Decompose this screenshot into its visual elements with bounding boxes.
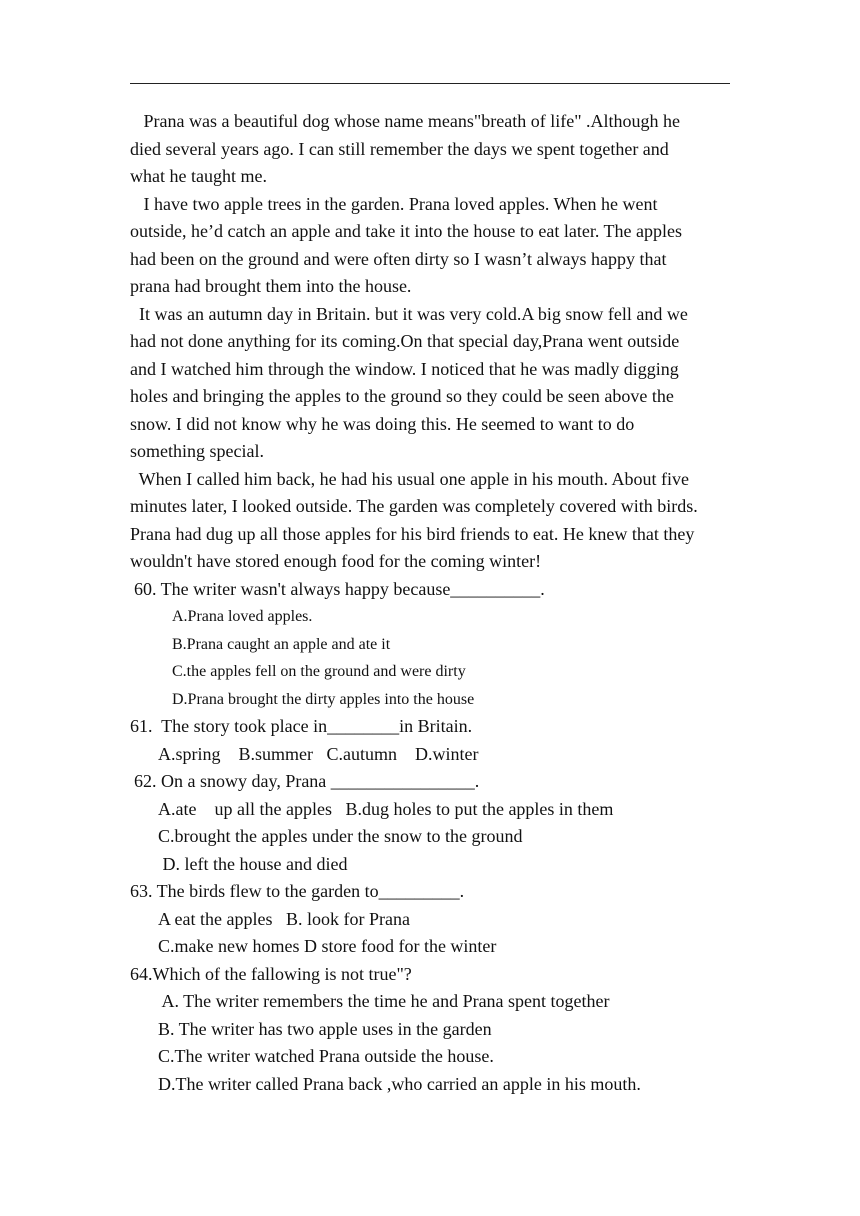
question-stem: 62. On a snowy day, Prana ________________. — [134, 771, 480, 791]
answer-option: C.the apples fell on the ground and were dirty — [172, 663, 466, 680]
passage-line: Prana was a beautiful dog whose name means"breath of life" .Although he — [130, 111, 681, 131]
question-stem: 60. The writer wasn't always happy because__________. — [134, 578, 545, 599]
passage-line: what he taught me. — [130, 166, 267, 186]
answer-option: B.Prana caught an apple and ate it — [172, 635, 391, 653]
passage-line: minutes later, I looked outside. The garden was completely covered with birds. — [130, 496, 698, 516]
passage-line: Prana had dug up all those apples for his bird friends to eat. He knew that they — [130, 523, 695, 544]
answer-options-line: A.spring B.summer C.autumn D.winter — [158, 743, 479, 764]
question-63 — [130, 878, 740, 961]
question-stem: 61. The story took place in________in Britain. — [130, 716, 473, 736]
header-rule — [130, 83, 730, 84]
passage-line: It was an autumn day in Britain. but it was very cold.A big snow fell and we — [130, 303, 688, 324]
answer-option: D.Prana brought the dirty apples into the house — [172, 690, 475, 708]
answer-option: C.The writer watched Prana outside the house. — [158, 1046, 494, 1066]
question-stem: 63. The birds flew to the garden to_________. — [130, 881, 465, 901]
passage-line: holes and bringing the apples to the ground so they could be seen above the — [130, 386, 674, 406]
passage-line: snow. I did not know why he was doing this. He seemed to want to do — [130, 413, 635, 434]
passage-line: something special. — [130, 441, 264, 461]
question-62 — [130, 768, 740, 878]
passage-line: died several years ago. I can still remember the days we spent together and — [130, 138, 669, 159]
passage-line: When I called him back, he had his usual one apple in his mouth. About five — [130, 468, 690, 489]
passage-line: prana had brought them into the house. — [130, 276, 412, 296]
document-page — [130, 108, 740, 1098]
answer-option: A. The writer remembers the time he and Prana spent together — [158, 991, 610, 1011]
passage-line: I have two apple trees in the garden. Prana loved apples. When he went — [130, 193, 658, 214]
answer-option: D.The writer called Prana back ,who carried an apple in his mouth. — [158, 1073, 641, 1094]
question-61 — [130, 713, 740, 768]
passage-line: wouldn't have stored enough food for the coming winter! — [130, 551, 542, 571]
passage-line: had been on the ground and were often dirty so I wasn’t always happy that — [130, 248, 667, 269]
question-stem: 64.Which of the fallowing is not true"? — [130, 963, 412, 984]
question-60 — [130, 576, 740, 714]
passage-line: outside, he’d catch an apple and take it into the house to eat later. The apples — [130, 221, 682, 241]
answer-option: C.make new homes D store food for the winter — [158, 936, 497, 956]
answer-option: C.brought the apples under the snow to the ground — [158, 826, 523, 846]
answer-option: A.Prana loved apples. — [172, 608, 313, 625]
answer-option: A eat the apples B. look for Prana — [158, 908, 410, 929]
answer-option: D. left the house and died — [158, 853, 348, 874]
answer-option: B. The writer has two apple uses in the garden — [158, 1018, 492, 1039]
passage-line: had not done anything for its coming.On that special day,Prana went outside — [130, 331, 680, 351]
passage-line: and I watched him through the window. I noticed that he was madly digging — [130, 358, 679, 379]
question-64 — [130, 961, 740, 1099]
answer-option: A.ate up all the apples B.dug holes to put the apples in them — [158, 798, 614, 819]
reading-passage — [130, 108, 740, 576]
